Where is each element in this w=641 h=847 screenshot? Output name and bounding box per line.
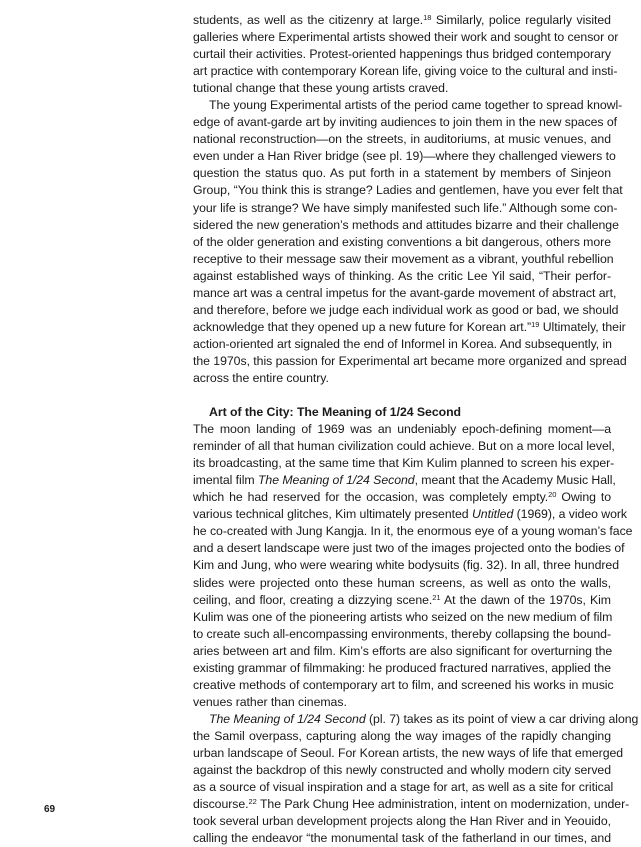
text-line: discourse.$^{22}$ The Park Chung Hee administration, intent on modernization, under-: [193, 797, 630, 812]
text-line: across the entire country.: [193, 370, 329, 385]
page-number: 69: [44, 804, 56, 815]
text-line: creative methods of contemporary art to film, and screened his works in music: [193, 677, 614, 692]
text-line: galleries where Experimental artists showed their work and sought to censor or: [193, 30, 619, 45]
artwork-title: Untitled: [471, 507, 514, 522]
section-spacer: [193, 387, 611, 404]
text-line: question the status quo. As put forth in a statement by members of Sinjeon: [193, 166, 611, 181]
text-line: art practice with contemporary Korean life, giving voice to the cultural and insti-: [193, 64, 618, 79]
text-line: against established ways of thinking. As the critic Lee Yil said, “Their perfor-: [193, 268, 611, 283]
footnote-ref-22[interactable]: 22: [248, 797, 257, 807]
text-line: mance art was a central impetus for the avant-garde movement of abstract art,: [193, 285, 617, 300]
text-line: action-oriented art signaled the end of Informel in Korea. And subsequently, in: [193, 336, 612, 351]
paragraph: [193, 97, 627, 387]
text-line: aries between art and film. Kim’s efforts are also significant for overturning the: [193, 643, 613, 658]
footnote-ref-21[interactable]: 21: [432, 592, 441, 602]
text-line: the 1970s, this passion for Experimental art became more organized and spread: [193, 353, 627, 368]
text-line: he co-created with Jung Kangja. In it, the enormous eye of a young woman’s face: [193, 524, 633, 539]
text-line: took several urban development projects along the Han River and in Yeouido,: [193, 814, 611, 829]
text-line: edge of avant-garde art by inviting audiences to join them in the new spaces of: [193, 115, 617, 130]
text-line: The Meaning of 1/24 Second (pl. 7) takes as its point of view a car driving along: [209, 711, 639, 726]
text-column: [193, 12, 639, 847]
text-line: venues rather than cinemas.: [193, 694, 347, 709]
text-line: curtail their activities. Protest-oriented happenings thus bridged contemporary: [193, 47, 611, 62]
text-line: tutional change that these young artists craved.: [193, 81, 449, 96]
text-line: to create such all-encompassing environments, thereby collapsing the bound-: [193, 626, 612, 641]
text-line: Kulim was one of the pioneering artists who seized on the new medium of film: [193, 609, 613, 624]
text-line: as a source of visual inspiration and a stage for art, as well as a site for critical: [193, 780, 614, 795]
text-line: of the older generation and existing conventions a bit dangerous, others more: [193, 234, 611, 249]
text-line: acknowledge that they opened up a new future for Korean art.”$^{19}$ Ultimately, their: [193, 319, 626, 334]
text-line: imental film The Meaning of 1/24 Second, meant that the Academy Music Hall,: [193, 473, 616, 488]
text-line: sidered the new generation’s methods and attitudes bizarre and their challenge: [193, 217, 619, 232]
text-line: receptive to their message saw their movement as a vibrant, youthful rebellion: [193, 251, 614, 266]
text-line: reminder of all that human civilization could achieve. But on a more local level,: [193, 439, 615, 454]
text-line: and therefore, before we judge each individual work as good or bad, we should: [193, 302, 619, 317]
text-line: The young Experimental artists of the period came together to spread knowl-: [209, 98, 623, 113]
text-line: ceiling, and floor, creating a dizzying scene.$^{21}$ At the dawn of the 1970s, Kim: [193, 592, 611, 607]
artwork-title: The Meaning of 1/24 Second: [209, 711, 366, 726]
text-line: Group, “You think this is strange? Ladies and gentlemen, have you ever felt that: [193, 183, 623, 198]
footnote-ref-19[interactable]: 19: [531, 319, 540, 329]
text-line: existing grammar of filmmaking: he produced fractured narratives, applied the: [193, 660, 611, 675]
text-line: which he had reserved for the occasion, was completely empty.$^{20}$ Owing to: [193, 490, 611, 505]
text-line: against the backdrop of this newly constructed and wholly modern city served: [193, 763, 611, 778]
paragraph: [193, 711, 639, 847]
text-line: urban landscape of Seoul. For Korean artists, the new ways of life that emerged: [193, 745, 624, 760]
paragraph: [193, 12, 619, 97]
text-line: its broadcasting, at the same time that Kim Kulim planned to screen his exper-: [193, 456, 615, 471]
text-line: The moon landing of 1969 was an undeniably epoch-defining moment—a: [193, 422, 611, 437]
text-line: and a desert landscape were just two of the images projected onto the bodies of: [193, 541, 625, 556]
text-line: students, as well as the citizenry at large.$^{18}$ Similarly, police regularly visited: [193, 13, 611, 27]
text-line: national reconstruction—on the streets, in auditoriums, at music venues, and: [193, 132, 611, 147]
footnote-ref-18[interactable]: 18: [423, 13, 432, 22]
text-line: even under a Han River bridge (see pl. 19)—where they challenged viewers to: [193, 149, 616, 164]
text-line: the Samil overpass, capturing along the way images of the rapidly changing: [193, 728, 611, 743]
footnote-ref-20[interactable]: 20: [548, 490, 557, 500]
text-line: your life is strange? We have simply manifested such life.” Although some con-: [193, 200, 618, 215]
text-line: slides were projected onto these human screens, as well as onto the walls,: [193, 575, 611, 590]
section-heading: Art of the City: The Meaning of 1/24 Second: [209, 405, 462, 420]
paragraph: [193, 421, 633, 711]
text-line: various technical glitches, Kim ultimately presented Untitled (1969), a video work: [193, 507, 628, 522]
text-line: calling the endeavor “the monumental task of the fatherland in our times, and: [193, 831, 611, 846]
text-line: Kim and Jung, who were wearing white bodysuits (fig. 32). In all, three hundred: [193, 558, 619, 573]
artwork-title: The Meaning of 1/24 Second: [257, 473, 415, 488]
